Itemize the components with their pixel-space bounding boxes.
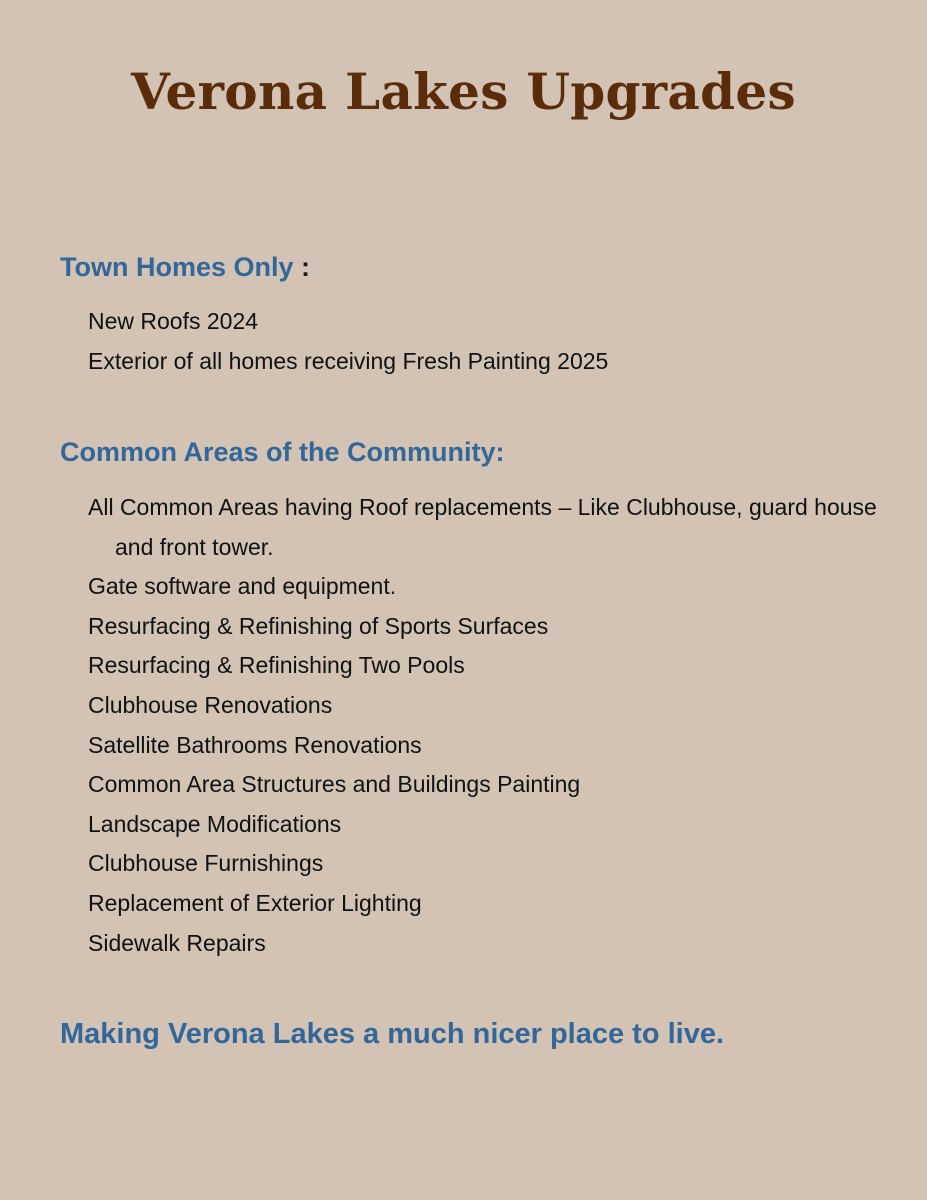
section-heading-town-homes [60,252,310,283]
section-heading-colon: : [293,252,311,282]
section-heading-common-areas: Common Areas of the Community: [60,437,505,467]
list-item: Replacement of Exterior Lighting [88,889,422,916]
section-heading-label: Town Homes Only [60,252,294,282]
list-item: Clubhouse Furnishings [88,850,324,877]
list-item: Exterior of all homes receiving Fresh Painting 2025 [88,347,609,374]
town-homes-list [88,302,878,381]
list-item: Gate software and equipment. [88,573,397,600]
closing-statement: Making Verona Lakes a much nicer place to live. [60,1018,725,1050]
list-item: Clubhouse Renovations [88,691,333,718]
list-item: Landscape Modifications [88,810,342,837]
list-item: Satellite Bathrooms Renovations [88,731,422,758]
list-item: Resurfacing & Refinishing Two Pools [88,652,465,679]
list-item: Sidewalk Repairs [88,929,266,956]
list-item: Common Area Structures and Buildings Painting [88,771,581,798]
common-areas-list [88,488,878,963]
page-title: Verona Lakes Upgrades [131,62,796,121]
list-item: Resurfacing & Refinishing of Sports Surfaces [88,612,549,639]
list-item: All Common Areas having Roof replacements – Like Clubhouse, guard house and front tower. [88,494,877,560]
list-item: New Roofs 2024 [88,308,259,334]
